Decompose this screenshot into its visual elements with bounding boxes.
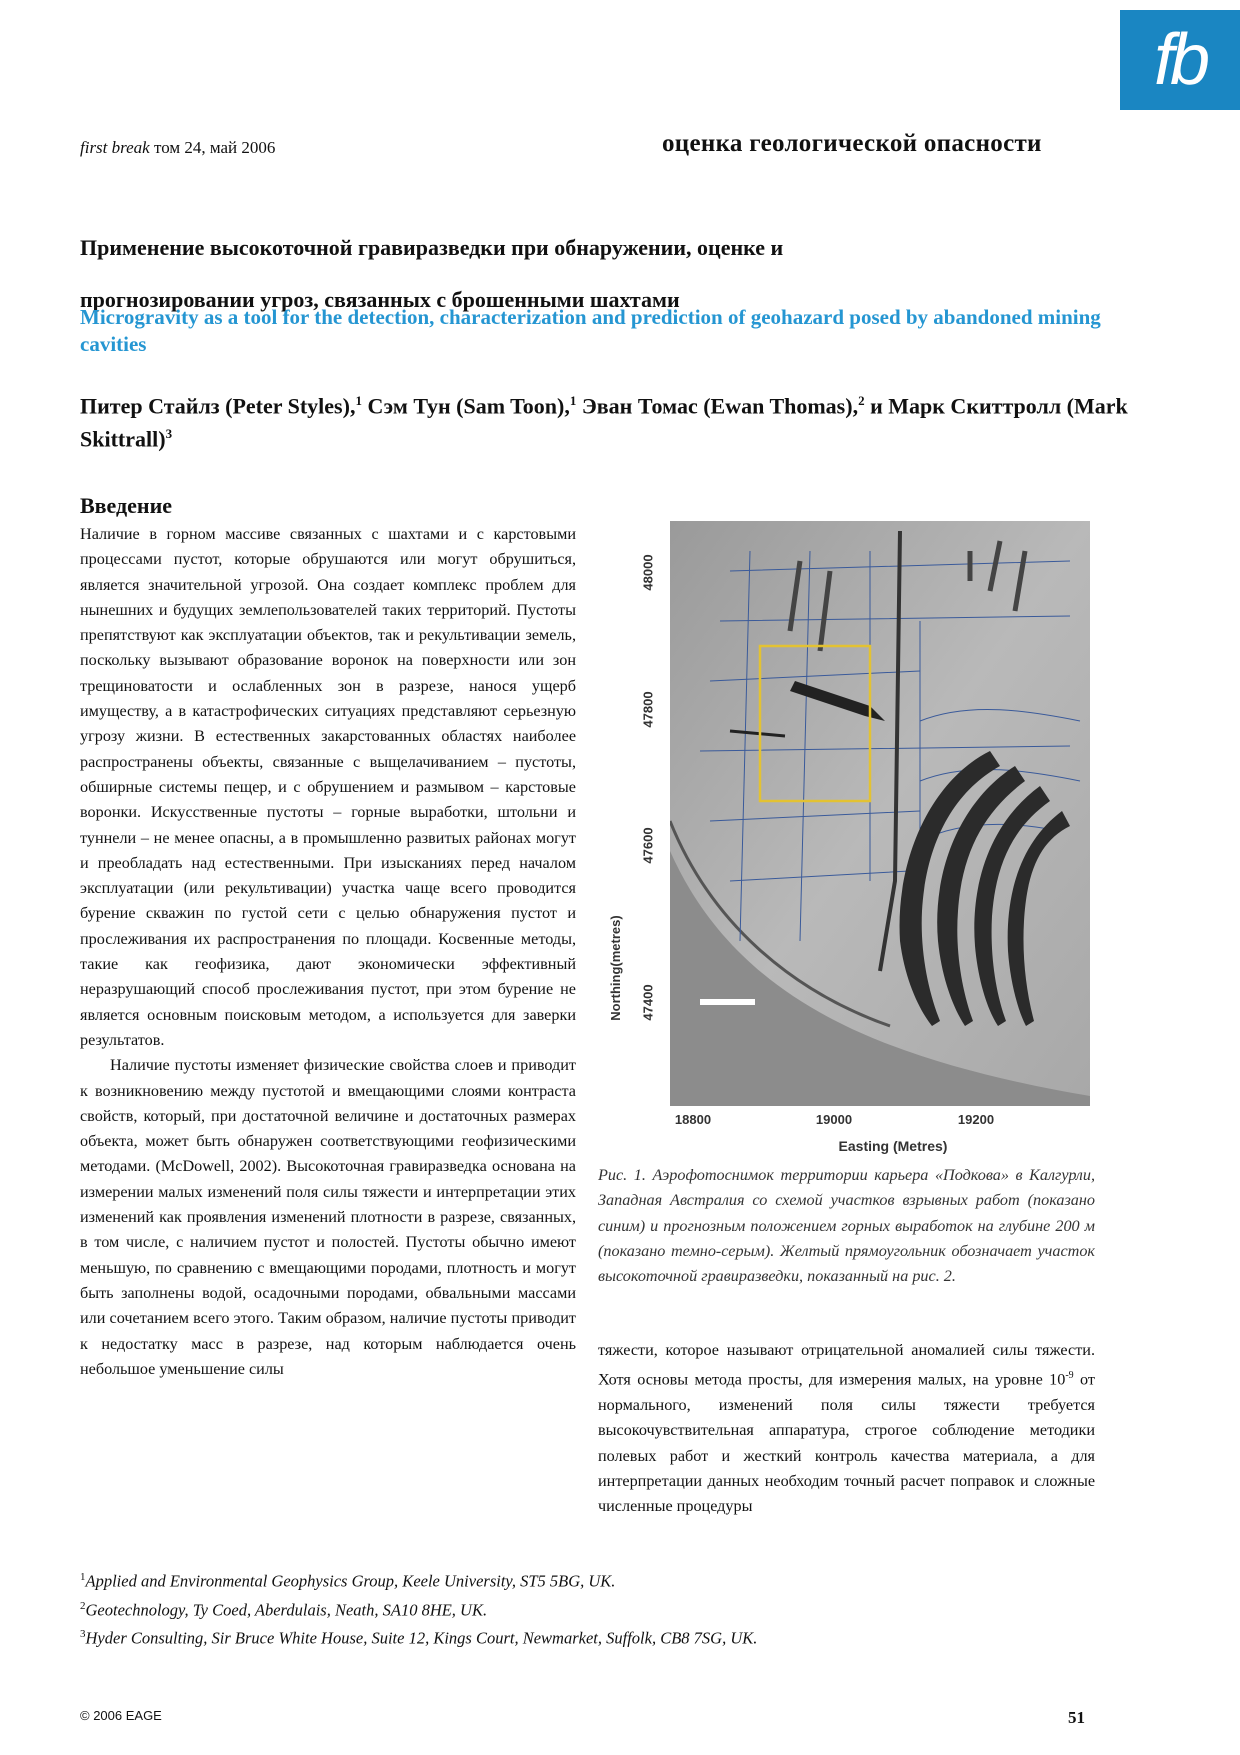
copyright: © 2006 EAGE bbox=[80, 1708, 162, 1723]
footnote-1 bbox=[80, 1565, 1140, 1594]
footnote-1-text: Applied and Environmental Geophysics Group, Keele University, ST5 5BG, UK. bbox=[85, 1571, 616, 1591]
intro-paragraph-3-a: тяжести, которое называют отрицательной аномалией силы тяжести. Хотя основы метода просты, для измерения малых, на уровне 10 bbox=[598, 1341, 1095, 1389]
figure-caption: Рис. 1. Аэрофотоснимок территории карьера «Подкова» в Калгурли, Западная Австралия со схемой участков взрывных работ (показано синим) и прогнозным положением горных выработок на глубине 200 м (показано темно-серым). Желтый прямоугольник обозначает участок высокоточной гравиразведки, показанный на рис. 2. bbox=[598, 1166, 1095, 1286]
title-ru-line-1: Применение высокоточной гравиразведки при обнаружении, оценке и bbox=[80, 235, 784, 260]
x-tick-18800: 18800 bbox=[674, 1112, 712, 1127]
logo-text: fb bbox=[1153, 20, 1207, 100]
intro-paragraph-1: Наличие в горном массиве связанных с шахтами и с карстовыми процессами пустот, которые обрушаются или могут обрушиться, является значительной угрозой. Она создает комплекс проблем для нынешних и будущих землепользователей таких территорий. Пустоты препятствуют как эксплуатации объектов, так и рекультивации земель, поскольку вызывают образование воронок на поверхности или зон трещиноватости и ослабленных зон в разрезе, нанося ущерб имуществу, а в катастрофических ситуациях представляют серьезную угрозу жизни. В естественных закарстованных областях наиболее распространены объекты, связанные с выщелачиванием – пустоты, обширные системы пещер, и с обрушением и размывом – карстовые воронки. Искусственные пустоты – горные выработки, штольни и туннели – не менее опасны, а в промышленно развитых районах могут и преобладать над естественными. При изысканиях перед началом эксплуатации (или рекультивации) участка чаще всего проводится бурение скважин по густой сети с целью обнаружения пустот и прослеживания их распространения по площади. Косвенные методы, такие как геофизика, дают экономически эффективный неразрушающий способ прослеживания пустот, при этом бурение не является основным поисковым методом, а используется для заверки результатов. bbox=[80, 525, 576, 1049]
footnote-3-num: 3 bbox=[80, 1628, 86, 1640]
author-3-affil: 2 bbox=[858, 393, 865, 408]
y-tick-47800: 47800 bbox=[640, 691, 656, 728]
footnote-2 bbox=[80, 1594, 1140, 1623]
right-column bbox=[598, 1338, 1095, 1519]
footnote-3-text: Hyder Consulting, Sir Bruce White House, Suite 12, Kings Court, Newmarket, Suffolk, CB8 7SG, UK. bbox=[85, 1628, 758, 1648]
author-1-affil: 1 bbox=[355, 393, 362, 408]
author-4-affil: 3 bbox=[165, 426, 173, 442]
journal-logo bbox=[1120, 10, 1240, 110]
y-tick-48000: 48000 bbox=[640, 554, 656, 591]
left-column bbox=[80, 522, 576, 1382]
journal-issue: том 24, май 2006 bbox=[149, 138, 276, 157]
author-2-affil: 1 bbox=[569, 393, 577, 408]
journal-name: first break bbox=[80, 138, 150, 157]
scale-bar bbox=[700, 999, 755, 1005]
journal-info bbox=[80, 138, 275, 158]
page-number: 51 bbox=[1068, 1708, 1085, 1727]
footnote-1-num: 1 bbox=[80, 1571, 86, 1583]
exponent: -9 bbox=[1065, 1370, 1074, 1382]
footnote-3 bbox=[80, 1622, 1140, 1651]
footnotes bbox=[80, 1565, 1140, 1651]
article-title-en: Microgravity as a tool for the detection, characterization and prediction of geohazard posed by abandoned mining cavities bbox=[80, 305, 1101, 356]
author-2: Сэм Тун (Sam Toon), bbox=[361, 393, 570, 419]
figure-1 bbox=[598, 505, 1098, 1155]
y-axis-label: Northing(metres) bbox=[608, 915, 623, 1021]
author-1: Питер Стайлз (Peter Styles), bbox=[80, 393, 356, 419]
aerial-photo bbox=[670, 521, 1090, 1106]
section-title: оценка геологической опасности bbox=[662, 130, 1042, 157]
x-tick-19200: 19200 bbox=[957, 1112, 995, 1127]
footnote-2-text: Geotechnology, Ty Coed, Aberdulais, Neath, SA10 8HE, UK. bbox=[85, 1600, 488, 1619]
x-tick-19000: 19000 bbox=[815, 1112, 853, 1127]
intro-paragraph-3-b: от нормального, изменений поля силы тяжести требуется высокочувствительная аппаратура, строгое соблюдение методики полевых работ и жесткий контроль качества материала, а для интерпретации данных необходим точный расчет поправок и сложные численные процедуры bbox=[598, 1370, 1095, 1516]
x-axis-label: Easting (Metres) bbox=[838, 1138, 948, 1154]
authors bbox=[80, 387, 1140, 454]
author-3: Эван Томас (Ewan Thomas), bbox=[576, 393, 859, 419]
y-tick-47400: 47400 bbox=[640, 984, 656, 1021]
title-ru-line-2: прогнозировании угроз, связанных с брошенными шахтами bbox=[80, 287, 680, 312]
y-tick-47600: 47600 bbox=[640, 827, 656, 864]
author-4: и Марк Скиттролл (Mark Skittrall) bbox=[80, 393, 1128, 452]
footnote-2-num: 2 bbox=[80, 1599, 86, 1612]
intro-heading: Введение bbox=[80, 493, 173, 518]
intro-paragraph-2: Наличие пустоты изменяет физические свойства слоев и приводит к возникновению между пустотой и вмещающими слоями контраста свойств, который, при достаточной величине и достаточных размерах объекта, может быть обнаружен соответствующими геофизическими методами. (McDowell, 2002). Высокоточная гравиразведка основана на измерении малых изменений поля силы тяжести и интерпретации этих изменений как проявления изменений плотности в разрезе, связанных, в том числе, с наличием пустот и полостей. Пустоты обычно имеют меньшую, по сравнению с вмещающими породами, плотность и могут быть заполнены водой, осадочными породами, обвальными массами или сочетанием всего этого. Таким образом, наличие пустоты приводит к недостатку масс в разрезе, над которым наблюдается очень небольшое уменьшение силы bbox=[80, 1056, 576, 1378]
